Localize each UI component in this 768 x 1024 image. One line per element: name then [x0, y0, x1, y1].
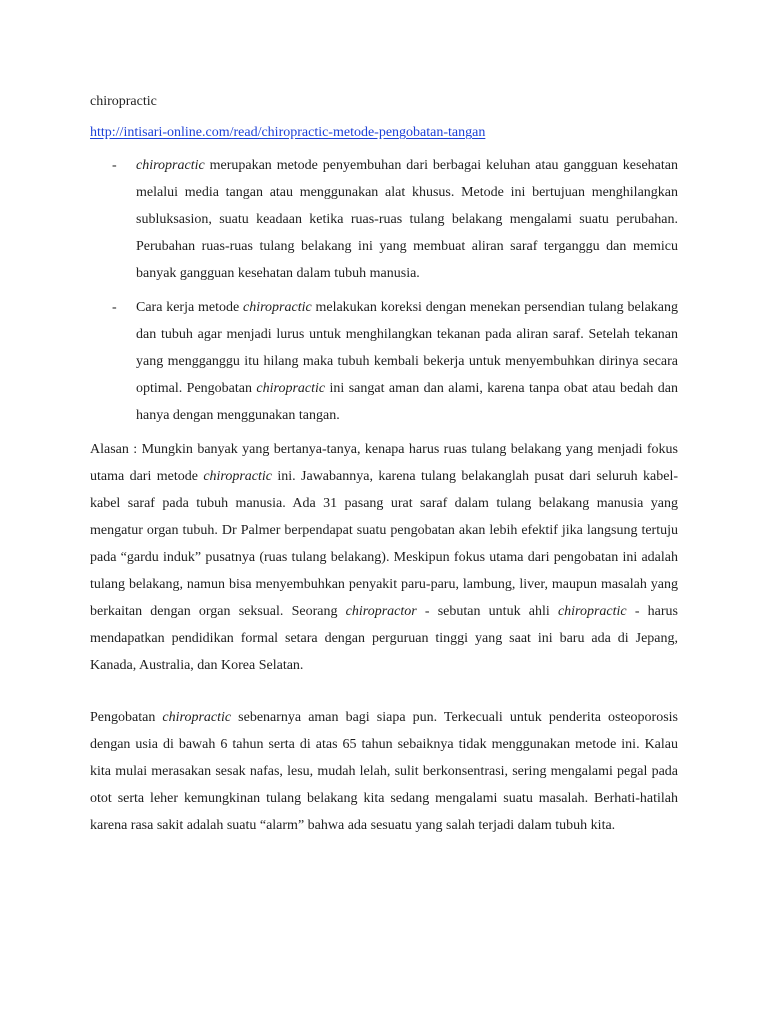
source-link-line — [90, 119, 678, 146]
bullet-item — [90, 294, 678, 429]
italic-term: chiropractic — [203, 469, 272, 484]
paragraph-text: Pengobatan — [90, 710, 163, 725]
bullet-text: Cara kerja metode — [136, 300, 243, 315]
italic-term: chiropractic — [162, 710, 232, 725]
source-link[interactable]: http://intisari-online.com/read/chiropractic-metode-pengobatan-tangan — [90, 125, 486, 140]
paragraph-pengobatan — [90, 704, 678, 839]
bullet-list — [90, 152, 678, 429]
italic-term: chiropractic — [136, 158, 205, 173]
paragraph-text: sebenarnya aman bagi siapa pun. Terkecuali untuk penderita osteoporosis dengan usia di bawah 6 tahun serta di atas 65 tahun sebaiknya tidak menggunakan metode ini. Kalau kita mulai merasakan sesak nafas, lesu, mudah lelah, sulit berkonsentrasi, sering mengalami pegal pada otot serta leher kemungkinan tulang belakang kita sedang mengalami suatu masalah. Berhati-hatilah karena rasa sakit adalah suatu “alarm” bahwa ada sesuatu yang salah terjadi dalam tubuh kita. — [90, 710, 678, 833]
bullet-item — [90, 152, 678, 287]
italic-term: chiropractor — [345, 604, 417, 619]
paragraph-text: Alasan : Mungkin banyak yang bertanya-tanya, kenapa harus ruas tulang belakang yang menjadi fokus utama dari metode — [90, 442, 678, 484]
paragraph-text: ini. Jawabannya, karena tulang belakanglah pusat dari seluruh kabel-kabel saraf pada tubuh manusia. Ada 31 pasang urat saraf dalam tulang belakang manusia yang mengatur organ tubuh. Dr Palmer berpendapat suatu pengobatan akan lebih efektif jika langsung tertuju pada “gardu induk” pusatnya (ruas tulang belakang). Meskipun fokus utama dari pengobatan ini adalah tulang belakang, namun bisa menyembuhkan penyakit paru-paru, lambung, liver, maupun masalah yang berkaitan dengan organ seksual. Seorang — [90, 469, 678, 619]
italic-term: chiropractic — [557, 604, 627, 619]
bullet-text: melakukan koreksi dengan menekan persendian tulang belakang dan tubuh agar menjadi lurus untuk menghilangkan tekanan pada aliran saraf. Setelah tekanan yang mengganggu itu hilang maka tubuh kembali bekerja untuk menyembuhkan dirinya secara optimal. Pengobatan — [136, 300, 678, 396]
bullet-dash: - — [112, 158, 117, 173]
paragraph-text: - harus mendapatkan pendidikan formal setara dengan perguruan tinggi yang saat ini baru ada di Jepang, Kanada, Australia, dan Korea Selatan. — [90, 604, 678, 673]
document-title: chiropractic — [90, 94, 157, 109]
bullet-text: ini sangat aman dan alami, karena tanpa obat atau bedah dan hanya dengan menggunakan tangan. — [136, 381, 679, 423]
bullet-text: merupakan metode penyembuhan dari berbagai keluhan atau gangguan kesehatan melalui media tangan atau menggunakan alat khusus. Metode ini bertujuan menghilangkan subluksasion, suatu keadaan ketika ruas-ruas tulang belakang mengalami suatu perubahan. Perubahan ruas-ruas tulang belakang ini yang membuat aliran saraf terganggu dan memicu banyak gangguan kesehatan dalam tubuh manusia. — [136, 158, 678, 281]
paragraph-text: - sebutan untuk ahli — [416, 604, 558, 619]
italic-term: chiropractic — [256, 381, 326, 396]
document-page — [90, 88, 678, 839]
bullet-dash: - — [112, 300, 117, 315]
paragraph-alasan — [90, 436, 678, 679]
italic-term: chiropractic — [243, 300, 312, 315]
